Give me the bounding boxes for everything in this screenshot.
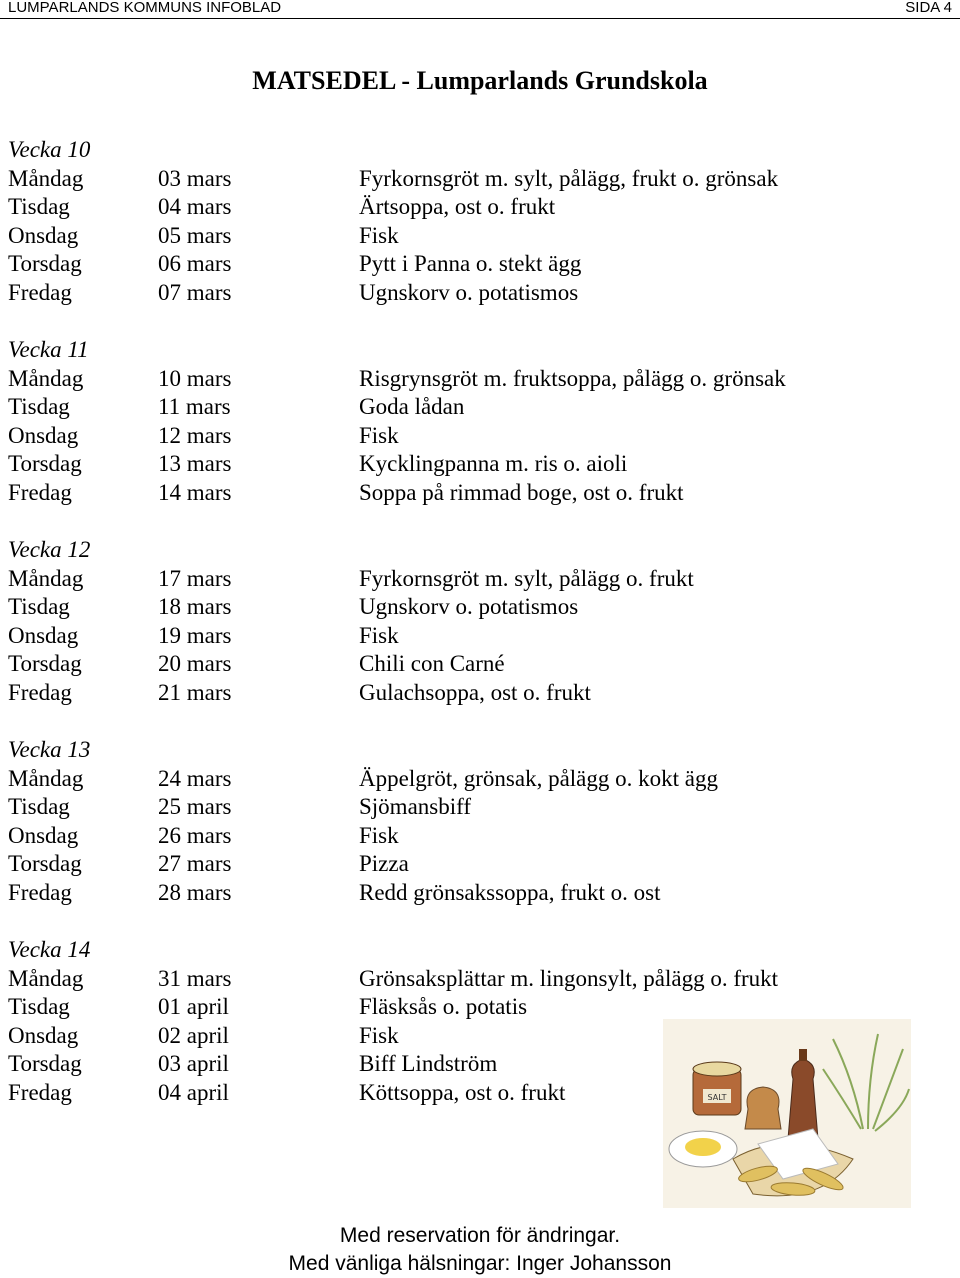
- menu-row: [0, 165, 960, 194]
- dish-name: Ugnskorv o. potatismos: [359, 279, 579, 305]
- menu-date: 18 mars: [158, 594, 232, 619]
- menu-date: 01 april: [158, 994, 229, 1019]
- day-name: Tisdag: [8, 994, 70, 1019]
- menu-row: [0, 793, 960, 822]
- dish-name: Grönsaksplättar m. lingonsylt, pålägg o. frukt: [359, 965, 779, 991]
- menu-date: 19 mars: [158, 622, 232, 648]
- dish-name: Fyrkornsgröt m. sylt, pålägg o. frukt: [359, 565, 694, 591]
- dish-name: Fisk: [359, 222, 399, 248]
- menu-row: [0, 365, 960, 394]
- dish-name: Fisk: [359, 822, 399, 848]
- menu-date: 11 mars: [158, 394, 231, 419]
- dish-name: Goda lådan: [359, 394, 465, 419]
- dish-name: Chili con Carné: [359, 651, 505, 676]
- food-illustration: [663, 1019, 911, 1208]
- menu-row: [0, 993, 960, 1022]
- day-name: Fredag: [8, 1079, 72, 1105]
- menu-date: 04 mars: [158, 194, 232, 219]
- menu-date: 20 mars: [158, 651, 232, 676]
- day-name: Torsdag: [8, 651, 82, 676]
- menu-date: 25 mars: [158, 794, 232, 819]
- menu-date: 04 april: [158, 1079, 229, 1105]
- menu-date: 31 mars: [158, 965, 232, 991]
- day-name: Onsdag: [8, 1022, 79, 1048]
- menu-row: [0, 593, 960, 622]
- dish-name: Sjömansbiff: [359, 794, 472, 819]
- menu-date: 03 april: [158, 1051, 229, 1076]
- day-name: Torsdag: [8, 1051, 82, 1076]
- page-title: MATSEDEL - Lumparlands Grundskola: [252, 66, 708, 95]
- day-name: Tisdag: [8, 794, 70, 819]
- header-divider: [0, 18, 960, 19]
- day-name: Fredag: [8, 879, 72, 905]
- day-name: Fredag: [8, 679, 72, 705]
- day-name: Torsdag: [8, 451, 82, 476]
- dish-name: Äppelgröt, grönsak, pålägg o. kokt ägg: [359, 765, 718, 791]
- menu-date: 27 mars: [158, 851, 232, 876]
- menu-date: 05 mars: [158, 222, 232, 248]
- menu-row: [0, 679, 960, 708]
- dish-name: Risgrynsgröt m. fruktsoppa, pålägg o. grönsak: [359, 365, 786, 391]
- menu-row: [0, 393, 960, 422]
- menu-date: 26 mars: [158, 822, 232, 848]
- menu-row: [0, 422, 960, 451]
- day-name: Måndag: [8, 965, 84, 991]
- menu-row: [0, 650, 960, 679]
- menu-row: [0, 565, 960, 594]
- dish-name: Fisk: [359, 622, 399, 648]
- week-block: [0, 136, 960, 336]
- day-name: Tisdag: [8, 594, 70, 619]
- dish-name: Fläsksås o. potatis: [359, 994, 528, 1019]
- menu-row: [0, 193, 960, 222]
- newsletter-name: LUMPARLANDS KOMMUNS INFOBLAD: [8, 0, 282, 16]
- day-name: Onsdag: [8, 822, 79, 848]
- menu-row: [0, 450, 960, 479]
- dish-name: Gulachsoppa, ost o. frukt: [359, 679, 591, 705]
- menu-row: [0, 279, 960, 308]
- day-name: Onsdag: [8, 222, 79, 248]
- page-header: [0, 0, 960, 18]
- week-block: [0, 336, 960, 536]
- footer-signature: Med vänliga hälsningar: Inger Johansson: [288, 1252, 672, 1275]
- menu-date: 03 mars: [158, 165, 232, 191]
- week-label: Vecka 10: [8, 137, 91, 162]
- day-name: Torsdag: [8, 851, 82, 876]
- menu-date: 17 mars: [158, 565, 232, 591]
- day-name: Tisdag: [8, 194, 70, 219]
- day-name: Onsdag: [8, 422, 79, 448]
- menu-row: [0, 822, 960, 851]
- dish-name: Fisk: [359, 1022, 399, 1048]
- week-label: Vecka 13: [8, 737, 91, 762]
- menu-date: 12 mars: [158, 422, 232, 448]
- menu-row: [0, 250, 960, 279]
- menu-date: 13 mars: [158, 451, 232, 476]
- menu-date: 06 mars: [158, 251, 232, 276]
- menu-row: [0, 765, 960, 794]
- dish-name: Kycklingpanna m. ris o. aioli: [359, 451, 628, 476]
- day-name: Måndag: [8, 365, 84, 391]
- week-block: [0, 536, 960, 736]
- dish-name: Soppa på rimmad boge, ost o. frukt: [359, 479, 684, 505]
- menu-schedule: [0, 136, 960, 1136]
- dish-name: Biff Lindström: [359, 1051, 498, 1076]
- day-name: Torsdag: [8, 251, 82, 276]
- menu-date: 21 mars: [158, 679, 232, 705]
- menu-row: [0, 965, 960, 994]
- page-number: SIDA 4: [905, 0, 952, 16]
- week-label: Vecka 11: [8, 337, 89, 362]
- day-name: Måndag: [8, 565, 84, 591]
- day-name: Fredag: [8, 479, 72, 505]
- menu-row: [0, 222, 960, 251]
- dish-name: Fyrkornsgröt m. sylt, pålägg, frukt o. grönsak: [359, 165, 779, 191]
- day-name: Måndag: [8, 765, 84, 791]
- menu-row: [0, 622, 960, 651]
- menu-row: [0, 850, 960, 879]
- jar-label: SALT: [707, 1093, 727, 1102]
- dish-name: Ugnskorv o. potatismos: [359, 594, 579, 619]
- menu-date: 07 mars: [158, 279, 232, 305]
- week-label: Vecka 14: [8, 937, 91, 962]
- dish-name: Pytt i Panna o. stekt ägg: [359, 251, 582, 276]
- week-label: Vecka 12: [8, 537, 91, 562]
- week-block: [0, 736, 960, 936]
- day-name: Onsdag: [8, 622, 79, 648]
- day-name: Tisdag: [8, 394, 70, 419]
- menu-date: 28 mars: [158, 879, 232, 905]
- dish-name: Pizza: [359, 851, 409, 876]
- dish-name: Ärtsoppa, ost o. frukt: [359, 194, 556, 219]
- menu-date: 10 mars: [158, 365, 232, 391]
- menu-date: 24 mars: [158, 765, 232, 791]
- day-name: Fredag: [8, 279, 72, 305]
- dish-name: Köttsoppa, ost o. frukt: [359, 1079, 566, 1105]
- menu-row: [0, 479, 960, 508]
- menu-row: [0, 879, 960, 908]
- footer-note: Med reservation för ändringar.: [339, 1224, 621, 1247]
- dish-name: Redd grönsakssoppa, frukt o. ost: [359, 879, 661, 905]
- dish-name: Fisk: [359, 422, 399, 448]
- menu-date: 14 mars: [158, 479, 232, 505]
- menu-date: 02 april: [158, 1022, 229, 1048]
- day-name: Måndag: [8, 165, 84, 191]
